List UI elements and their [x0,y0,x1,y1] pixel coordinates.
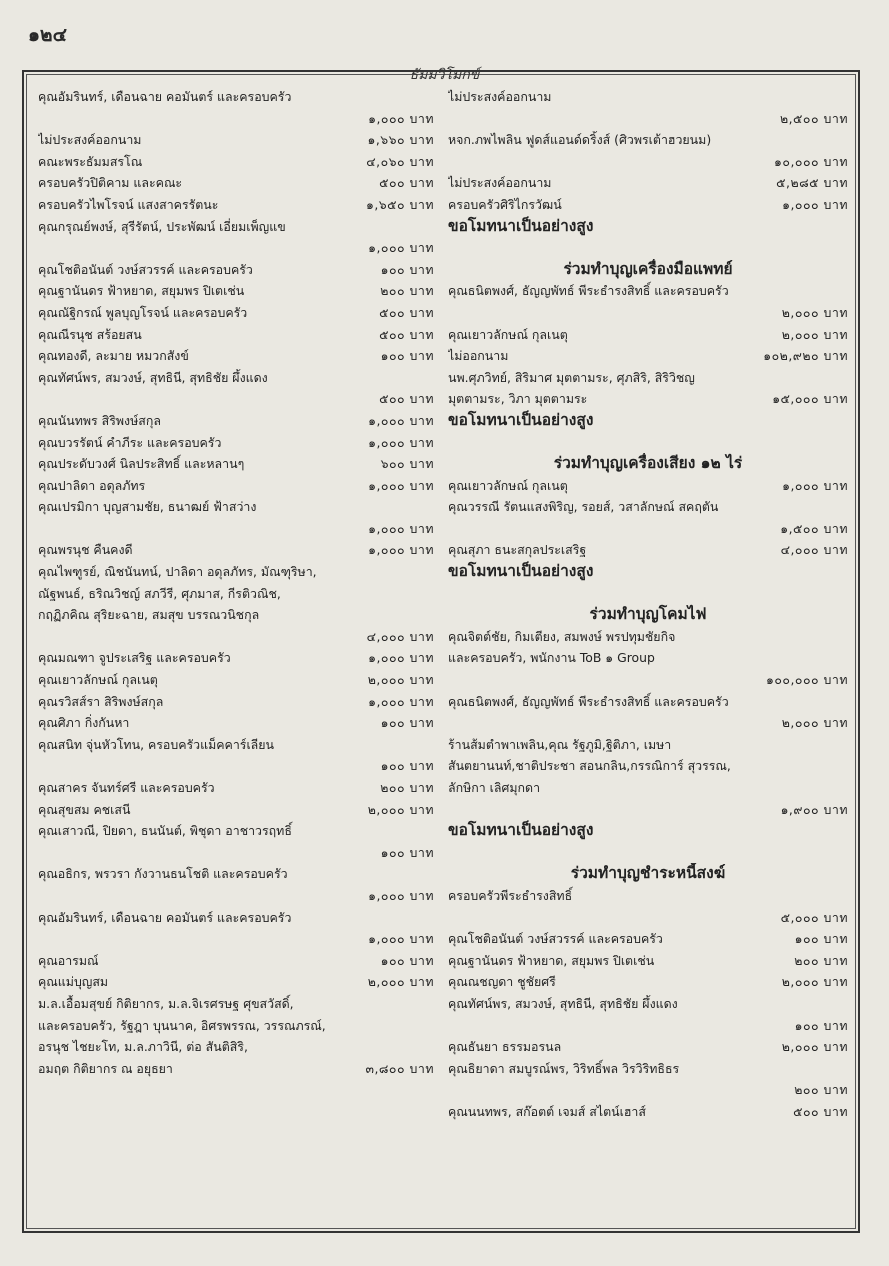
donor-entry [448,885,848,907]
donation-amount: ๓,๘๐๐ บาท [365,1060,434,1076]
donation-amount: ๑๕,๐๐๐ บาท [772,391,848,407]
running-header-title: ธัมมวิโมกข์ [409,67,480,83]
donor-name: ไม่ประสงค์ออกนาม [448,175,552,191]
donor-name: ลักษิกา เลิศมุกดา [448,780,541,795]
donation-amount-line [448,907,848,929]
donor-entry [38,129,434,151]
donor-entry [448,388,848,410]
donation-amount: ๒,๐๐๐ บาท [781,1039,848,1055]
donation-amount: ๑,๐๐๐ บาท [368,693,434,709]
donor-name: นพ.ศุภวิทย์, สิริมาศ มุตตามระ, ศุภสิริ, สิริวิชญ [448,369,695,385]
donation-amount: ๑๐๐ บาท [380,261,434,277]
donation-amount: ๑๐๐ บาท [380,952,434,968]
donation-amount-line [448,799,848,821]
donor-entry [38,669,434,691]
donor-entry [38,496,434,518]
donor-entry [448,993,848,1015]
donation-amount: ๔,๐๐๐ บาท [366,628,434,644]
donation-amount-line [448,518,848,540]
donation-amount: ๕,๒๘๕ บาท [776,175,848,191]
donor-name: คุณวรรณี รัตนแสงพิริญ, รอยส์, วสาลักษณ์ สคฤตัน [448,499,719,515]
donor-name: คุณนันทพร สิริพงษ์สกุล [38,412,161,428]
donor-name: คุณโชติอนันต์ วงษ์สวรรค์ และครอบครัว [38,261,253,277]
donation-amount-line [38,626,434,648]
donation-amount: ๑๐๒,๙๒๐ บาท [763,348,848,364]
donor-name: คุณณัฐิกรณ์ พูลบุญโรจน์ และครอบครัว [38,304,248,320]
donation-amount: ๖๐๐ บาท [380,456,434,472]
donation-amount: ๑๐๐ บาท [794,1017,848,1033]
donation-amount: ๑๐๐ บาท [380,715,434,731]
donation-amount: ๕๐๐ บาท [793,1103,848,1119]
donor-entry [38,863,434,885]
donation-amount: ๑,๐๐๐ บาท [368,520,434,536]
thanks-line: ขอโมทนาเป็นอย่างสูง [448,821,594,840]
donor-name: คุณณชญดา ชูชัยศรี [448,974,556,990]
donor-name: สันตยานนท์,ชาติประชา สอนกลิน,กรรณิการ์ สุวรรณ, [448,758,731,774]
spacer [448,432,848,454]
donation-amount-line [448,1079,848,1101]
donor-entry [448,475,848,497]
donation-amount-line [38,388,434,410]
donation-amount: ๑,๐๐๐ บาท [368,434,434,450]
donation-amount-line [448,1015,848,1037]
donor-name: มุตตามระ, วิภา มุตตามระ [448,391,588,407]
donor-entry [38,367,434,389]
donation-amount: ๑,๐๐๐ บาท [368,931,434,947]
donor-entry [38,259,434,281]
donor-name: คุณเยาวลักษณ์ กุลเนตุ [448,477,568,493]
donation-amount-line [38,237,434,259]
donation-amount-line [38,842,434,864]
donor-entry [448,691,848,713]
donation-amount-line [448,712,848,734]
donor-name: ไม่ประสงค์ออกนาม [448,89,552,104]
donor-name: ครอบครัวปิติคาม และคณะ [38,175,183,191]
donation-amount-line [38,928,434,950]
donor-name: คุณสุภา ธนะสกุลประเสริฐ [448,542,587,558]
donor-name: คุณฐานันดร ฟ้าหยาด, สยุมพร ปิเตเช่น [448,952,655,968]
donor-name: กฤฏิภคิณ สุริยะฉาย, สมสุข บรรณวนิชกุล [38,607,260,623]
donation-amount: ๒,๐๐๐ บาท [367,672,434,688]
donation-amount: ๒,๐๐๐ บาท [781,326,848,342]
donor-name: คุณมณฑา จูประเสริฐ และครอบครัว [38,650,231,666]
donor-name: คุณเยาวลักษณ์ กุลเนตุ [448,326,568,342]
donor-name: คุณอัมรินทร์, เดือนฉาย คอมันตร์ และครอบครัว [38,89,292,104]
donor-entry [38,820,434,842]
donor-entry [38,410,434,432]
donor-name: อรนุช ไชยะโท, ม.ล.ภาวินี, ต่อ สันติสิริ, [38,1039,248,1055]
donor-name: คุณกรุณย์พงษ์, สุรีรัตน์, ประพัฒน์ เอี่ยมเพ็ญแข [38,218,286,234]
right-column [448,86,848,1123]
donor-entry [448,950,848,972]
donor-entry [38,604,434,626]
donation-amount: ๒๐๐ บาท [794,1082,848,1098]
donor-entry [448,647,848,669]
donor-entry [448,1101,848,1123]
donor-name: คณะพระธัมมสรโณ [38,153,143,169]
donation-amount: ๒๐๐ บาท [380,780,434,795]
donation-amount: ๒๐๐ บาท [380,283,434,299]
donation-amount: ๑๐๐ บาท [794,931,848,947]
donor-entry [448,1036,848,1058]
donation-amount: ๑,๖๖๐ บาท [367,132,434,148]
donor-name: คุณศิภา กิ่งกันหา [38,715,130,731]
donor-entry [448,539,848,561]
donor-name: ณัฐพนธ์, ธริณวิชญ์ สภวีรี, ศุภมาส, กีรติวณิช, [38,585,281,601]
left-column [38,86,434,1079]
donation-amount: ๑,๐๐๐ บาท [368,542,434,558]
donation-amount: ๑๐๐,๐๐๐ บาท [765,672,848,688]
donor-name: คุณธันยา ธรรมอรนล [448,1039,562,1055]
donor-entry [448,496,848,518]
donor-name: คุณณีรนุช สร้อยสน [38,326,142,342]
donor-entry [38,324,434,346]
donor-name: คุณทัศน์พร, สมวงษ์, สุทธินี, สุทธิชัย ผึ้งแดง [448,995,678,1011]
donor-name: คุณบวรรัตน์ คำภีระ และครอบครัว [38,434,222,450]
donor-name: คุณเสาวณี, ปิยดา, ธนนันต์, พิชุดา อาชาวรฤทธิ์ [38,823,292,839]
donation-amount: ๑๐๐ บาท [380,348,434,364]
donor-entry [38,453,434,475]
donation-amount: ๑,๐๐๐ บาท [368,110,434,126]
donor-name: ร้านส้มตำพาเพลิน,คุณ รัฐภูมิ,ฐิติภา, เมษา [448,736,672,752]
donor-entry [38,950,434,972]
donor-name: ครอบครัวพีระธำรงสิทธิ์ [448,887,573,903]
donor-entry [38,1036,434,1058]
donor-entry [38,561,434,583]
donor-entry [38,432,434,454]
donation-amount: ๑,๐๐๐ บาท [782,477,848,493]
donor-name: และครอบครัว, รัฐฎา บุนนาค, อิศรพรรณ, วรรณภรณ์, [38,1017,326,1033]
donation-amount: ๑,๐๐๐ บาท [782,196,848,212]
donation-amount: ๒,๐๐๐ บาท [781,974,848,990]
donation-amount: ๔,๐๐๐ บาท [780,542,848,558]
donor-entry [38,971,434,993]
donor-entry [448,734,848,756]
donor-name: คุณประดับวงศ์ นิลประสิทธิ์ และหลานๆ [38,456,245,472]
donation-amount: ๔,๐๖๐ บาท [366,153,434,169]
donor-name: คุณนนทพร, สก๊อตต์ เจมส์ สไตน์เฮาส์ [448,1103,646,1119]
donation-amount-line [38,108,434,130]
spacer [448,237,848,259]
donor-entry [448,1058,848,1080]
donor-name: ไม่ออกนาม [448,348,509,364]
donor-entry [38,475,434,497]
donation-amount-line [38,755,434,777]
donation-amount: ๒,๐๐๐ บาท [367,974,434,990]
donor-name: คุณพรนุช คืนคงดี [38,542,133,558]
donor-entry [38,691,434,713]
donor-entry [38,799,434,821]
donor-entry [38,194,434,216]
donation-amount: ๑๐๐ บาท [380,844,434,860]
donor-entry [448,928,848,950]
donor-name: คุณปาลิดา อดุลภัทร [38,477,146,493]
donor-entry [38,1015,434,1037]
donation-amount: ๕๐๐ บาท [379,391,434,407]
donor-entry [448,755,848,777]
donation-amount: ๕๐๐ บาท [379,175,434,191]
thanks-line: ขอโมทนาเป็นอย่างสูง [448,216,594,235]
donor-entry [38,539,434,561]
donor-name: คุณโชติอนันต์ วงษ์สวรรค์ และครอบครัว [448,931,663,947]
donor-name: คุณเยาวลักษณ์ กุลเนตุ [38,672,158,688]
donor-entry [38,647,434,669]
donor-name: หจก.ภพไพลิน ฟูดส์แอนด์ดริ้งส์ (ศิวพรเต้าฮวยนม) [448,132,712,148]
donor-entry [38,345,434,367]
donation-amount-line [448,151,848,173]
donor-name: และครอบครัว, พนักงาน ToB ๑ Group [448,650,655,666]
donation-amount-line [448,302,848,324]
donor-name: คุณทัศน์พร, สมวงษ์, สุทธินี, สุทธิชัย ผึ้งแดง [38,369,268,385]
donation-amount: ๑,๐๐๐ บาท [368,412,434,428]
donation-amount: ๕๐๐ บาท [379,304,434,320]
donation-amount: ๑,๐๐๐ บาท [368,240,434,256]
donation-amount: ๑,๐๐๐ บาท [368,477,434,493]
donor-entry [448,971,848,993]
donor-entry [38,302,434,324]
donor-name: คุณธนิตพงศ์, ธัญญพัทธ์ พีระธำรงสิทธิ์ และครอบครัว [448,283,729,299]
donor-entry [448,194,848,216]
donor-entry [448,626,848,648]
donation-amount: ๑,๙๐๐ บาท [780,801,848,817]
donor-name: คุณสุขสม คชเสนี [38,801,131,817]
donation-amount-line [448,108,848,130]
donor-entry [38,734,434,756]
donor-name: คุณฐานันดร ฟ้าหยาด, สยุมพร ปิเตเช่น [38,283,245,299]
donation-amount: ๒,๐๐๐ บาท [781,304,848,320]
donation-amount: ๑๐,๐๐๐ บาท [774,153,848,169]
donor-entry [38,172,434,194]
thanks-line: ขอโมทนาเป็นอย่างสูง [448,562,594,581]
section-heading: ร่วมทำบุญโคมไฟ [589,605,707,624]
donor-name: คุณรวิสส์รา สิริพงษ์สกุล [38,693,164,709]
spacer [448,842,848,864]
donor-name: ม.ล.เอื้อมสุขย์ กิติยากร, ม.ล.จิเรศรษฐ ศุขสวัสดิ์, [38,995,294,1011]
donor-name: ครอบครัวศิริไกรวัฒน์ [448,196,562,212]
donation-amount: ๒๐๐ บาท [794,952,848,968]
thanks-line: ขอโมทนาเป็นอย่างสูง [448,410,594,429]
section-heading: ร่วมทำบุญเครื่องมือแพทย์ [563,259,733,278]
donor-entry [38,712,434,734]
donor-name: คุณอธิกร, พรวรา กังวานธนโชติ และครอบครัว [38,866,288,882]
donor-entry [38,777,434,799]
donor-entry [38,907,434,929]
donor-name: คุณแม่บุญสม [38,974,109,990]
spacer [448,583,848,605]
donor-name: คุณธนิตพงศ์, ธัญญพัทธ์ พีระธำรงสิทธิ์ และครอบครัว [448,693,729,709]
donation-amount: ๕,๐๐๐ บาท [780,909,848,925]
donor-name: คุณทองดี, ละมาย หมวกสังข์ [38,348,189,364]
donor-name: คุณอัมรินทร์, เดือนฉาย คอมันตร์ และครอบครัว [38,909,292,925]
donor-name: คุณเปรมิกา บุญสามชัย, ธนาฒย์ ฟ้าสว่าง [38,499,257,515]
section-heading: ร่วมทำบุญเครื่องเสียง ๑๒ ไร่ [553,454,743,473]
donation-amount-line [38,885,434,907]
donor-entry [38,280,434,302]
donor-name: คุณธิยาดา สมบูรณ์พร, วิริทธิ์พล วิรวิริทธิธร [448,1060,680,1076]
donor-entry [38,1058,434,1080]
donor-entry [38,993,434,1015]
donation-amount: ๑,๐๐๐ บาท [368,887,434,903]
donation-amount-line [448,669,848,691]
donor-name: คุณไพฑูรย์, ณิชนันทน์, ปาลิดา อดุลภัทร, มัณฑุริษา, [38,564,317,580]
donor-entry [448,345,848,367]
donation-amount: ๕๐๐ บาท [379,326,434,342]
donor-name: อมฤต กิติยากร ณ อยุธยา [38,1060,173,1076]
donor-entry [448,129,848,151]
donor-entry [38,86,434,108]
donor-entry [448,86,848,108]
donor-name: คุณสาคร จันทร์ศรี และครอบครัว [38,780,215,795]
donation-amount: ๑,๖๕๐ บาท [365,196,434,212]
donor-name: คุณสนิท จุ่นหัวโทน, ครอบครัวแม็คคาร์เลียน [38,736,275,752]
donation-amount-line [38,518,434,540]
donor-entry [448,777,848,799]
donor-entry [448,280,848,302]
donation-amount: ๑,๕๐๐ บาท [780,520,848,536]
donor-name: คุณจิตต์ชัย, กิมเตียง, สมพงษ์ พรปทุมชัยกิจ [448,628,676,644]
donation-amount: ๑,๐๐๐ บาท [368,650,434,666]
donor-entry [448,324,848,346]
page-number: ๑๒๔ [28,24,67,46]
donor-name: ไม่ประสงค์ออกนาม [38,132,142,148]
donation-amount: ๒,๐๐๐ บาท [781,715,848,731]
donor-entry [38,583,434,605]
donor-entry [448,367,848,389]
donation-amount: ๒,๕๐๐ บาท [779,110,848,126]
donor-entry [38,216,434,238]
donor-entry [38,151,434,173]
donor-name: ครอบครัวไพโรจน์ แสงสาครรัตนะ [38,196,219,212]
donor-entry [448,172,848,194]
donation-amount: ๑๐๐ บาท [380,758,434,774]
section-heading: ร่วมทำบุญชำระหนี้สงฆ์ [570,864,726,883]
donation-amount: ๒,๐๐๐ บาท [367,801,434,817]
donor-name: คุณอารมณ์ [38,952,99,968]
